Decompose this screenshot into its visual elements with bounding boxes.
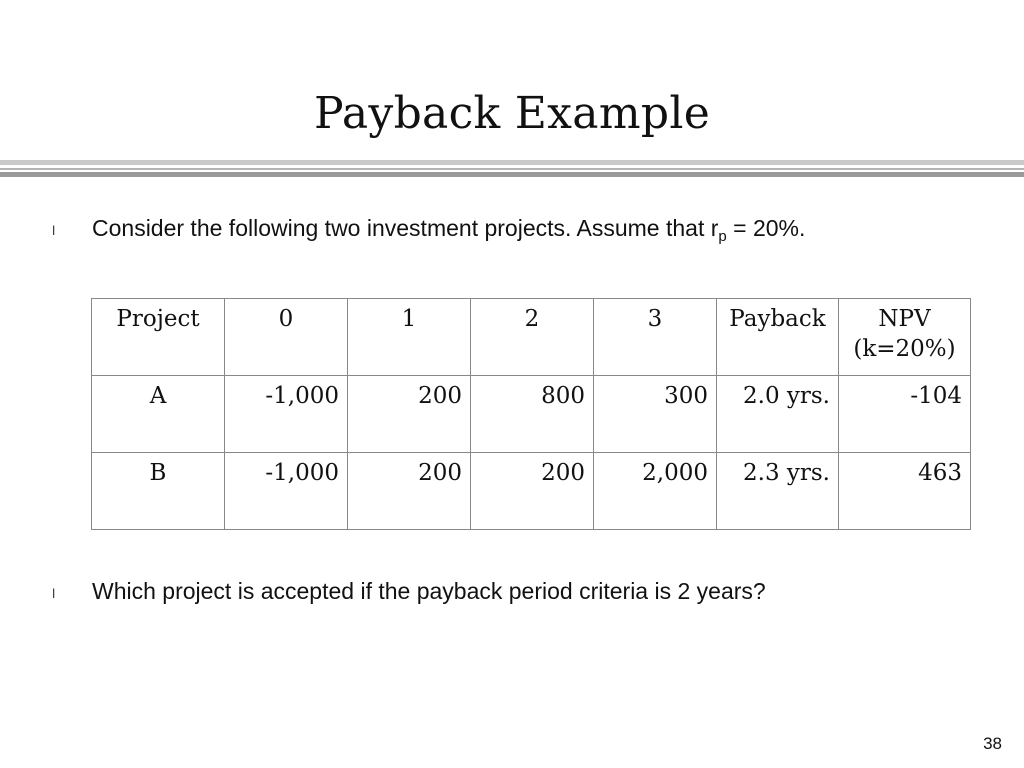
table-row xyxy=(92,376,971,453)
bullet-text xyxy=(92,212,932,253)
header-npv xyxy=(839,299,971,376)
cell-year-3: 2,000 xyxy=(594,453,717,530)
rate-subscript: p xyxy=(718,228,727,245)
header-npv-label: NPV xyxy=(878,306,931,332)
bullet-icon: l xyxy=(52,224,56,238)
cell-year-1: 200 xyxy=(348,453,471,530)
table-row xyxy=(92,453,971,530)
cell-year-2: 800 xyxy=(471,376,594,453)
bullet-text-rate: = 20%. xyxy=(726,215,806,241)
header-project: Project xyxy=(92,299,225,376)
cell-year-2: 200 xyxy=(471,453,594,530)
title-divider-middle xyxy=(0,168,1024,170)
cell-year-0: -1,000 xyxy=(225,376,348,453)
cell-payback: 2.3 yrs. xyxy=(717,453,839,530)
cell-year-1: 200 xyxy=(348,376,471,453)
slide-title: Payback Example xyxy=(313,88,711,139)
cell-payback: 2.0 yrs. xyxy=(717,376,839,453)
header-year-0: 0 xyxy=(225,299,348,376)
bullet-text: Which project is accepted if the payback period criteria is 2 years? xyxy=(92,578,766,604)
header-year-3: 3 xyxy=(594,299,717,376)
cell-project: A xyxy=(92,376,225,453)
header-year-2: 2 xyxy=(471,299,594,376)
cell-npv: 463 xyxy=(839,453,971,530)
bullet-icon: l xyxy=(52,587,56,601)
cell-project: B xyxy=(92,453,225,530)
payback-table xyxy=(91,298,971,530)
page-number: 38 xyxy=(983,734,1002,753)
cell-npv: -104 xyxy=(839,376,971,453)
header-payback: Payback xyxy=(717,299,839,376)
title-divider-bottom xyxy=(0,172,1024,177)
cell-year-0: -1,000 xyxy=(225,453,348,530)
table-header-row xyxy=(92,299,971,376)
title-divider-top xyxy=(0,160,1024,165)
header-npv-rate: (k=20%) xyxy=(853,336,956,362)
header-year-1: 1 xyxy=(348,299,471,376)
cell-year-3: 300 xyxy=(594,376,717,453)
bullet-text-main: Consider the following two investment projects. Assume that r xyxy=(92,215,719,241)
